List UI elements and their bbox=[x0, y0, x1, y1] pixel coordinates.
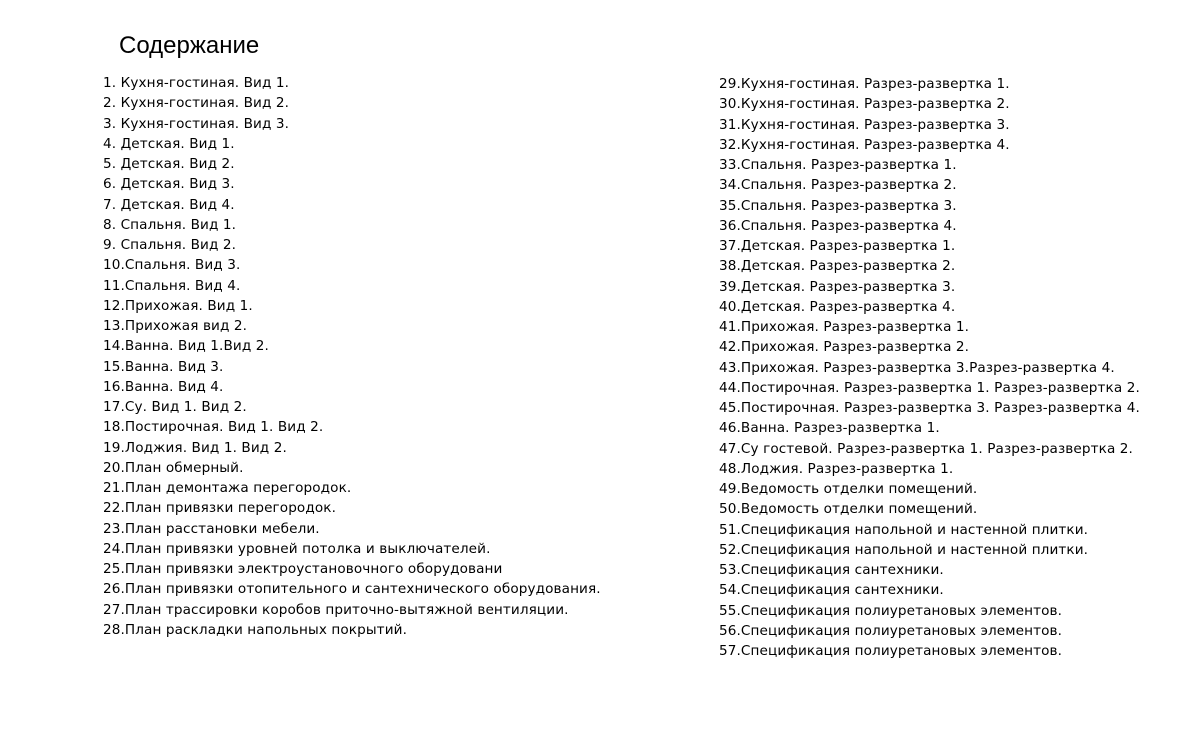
contents-item: 22.План привязки перегородок. bbox=[103, 500, 336, 517]
contents-item: 12.Прихожая. Вид 1. bbox=[103, 297, 253, 314]
contents-item: 55.Спецификация полиуретановых элементов. bbox=[719, 602, 1063, 619]
contents-item: 20.План обмерный. bbox=[103, 459, 244, 476]
contents-item: 38.Детская. Разрез-развертка 2. bbox=[719, 258, 956, 275]
contents-item: 50.Ведомость отделки помещений. bbox=[719, 501, 978, 518]
contents-item: 35.Спальня. Разрез-развертка 3. bbox=[719, 197, 957, 214]
contents-item: 37.Детская. Разрез-развертка 1. bbox=[719, 238, 956, 254]
contents-item: 43.Прихожая. Разрез-развертка 3.Разрез-развертка 4. bbox=[719, 359, 1115, 376]
contents-item: 51.Спецификация напольной и настенной плитки. bbox=[719, 521, 1089, 538]
contents-item: 41.Прихожая. Разрез-развертка 1. bbox=[719, 319, 970, 335]
contents-item: 56.Спецификация полиуретановых элементов. bbox=[719, 622, 1063, 639]
contents-item: 47.Су гостевой. Разрез-развертка 1. Разрез-развертка 2. bbox=[719, 440, 1133, 457]
contents-item: 4. Детская. Вид 1. bbox=[103, 135, 235, 152]
contents-item: 24.План привязки уровней потолка и выключателей. bbox=[103, 540, 491, 557]
contents-item: 28.План раскладки напольных покрытий. bbox=[103, 621, 407, 638]
contents-item: 3. Кухня-гостиная. Вид 3. bbox=[103, 115, 290, 132]
contents-item: 19.Лоджия. Вид 1. Вид 2. bbox=[103, 439, 287, 456]
contents-item: 1. Кухня-гостиная. Вид 1. bbox=[103, 75, 290, 91]
contents-item: 25.План привязки электроустановочного оборудовани bbox=[103, 561, 503, 577]
contents-item: 57.Спецификация полиуретановых элементов. bbox=[719, 643, 1063, 659]
contents-item: 33.Спальня. Разрез-развертка 1. bbox=[719, 157, 957, 173]
contents-item: 52.Спецификация напольной и настенной плитки. bbox=[719, 541, 1089, 558]
contents-item: 26.План привязки отопительного и сантехнического оборудования. bbox=[103, 581, 601, 598]
contents-item: 40.Детская. Разрез-развертка 4. bbox=[719, 298, 956, 315]
contents-item: 17.Су. Вид 1. Вид 2. bbox=[103, 399, 247, 415]
contents-item: 23.План расстановки мебели. bbox=[103, 520, 320, 537]
contents-item: 11.Спальня. Вид 4. bbox=[103, 277, 241, 294]
contents-item: 32.Кухня-гостиная. Разрез-развертка 4. bbox=[719, 136, 1010, 153]
contents-item: 46.Ванна. Разрез-развертка 1. bbox=[719, 420, 940, 437]
contents-list-left bbox=[103, 73, 601, 640]
contents-item: 14.Ванна. Вид 1.Вид 2. bbox=[103, 338, 269, 355]
contents-item: 53.Спецификация сантехники. bbox=[719, 562, 944, 578]
contents-list-right bbox=[719, 74, 1140, 661]
contents-item: 48.Лоджия. Разрез-развертка 1. bbox=[719, 460, 954, 477]
contents-item: 21.План демонтажа перегородок. bbox=[103, 480, 352, 496]
contents-item: 39.Детская. Разрез-развертка 3. bbox=[719, 278, 956, 295]
contents-item: 54.Спецификация сантехники. bbox=[719, 582, 944, 599]
contents-item: 15.Ванна. Вид 3. bbox=[103, 358, 224, 375]
contents-item: 10.Спальня. Вид 3. bbox=[103, 257, 241, 274]
contents-item: 27.План трассировки коробов приточно-вытяжной вентиляции. bbox=[103, 601, 569, 618]
contents-item: 7. Детская. Вид 4. bbox=[103, 196, 235, 213]
contents-item: 2. Кухня-гостиная. Вид 2. bbox=[103, 95, 290, 112]
page-title: Содержание bbox=[119, 32, 260, 59]
contents-item: 31.Кухня-гостиная. Разрез-развертка 3. bbox=[719, 116, 1010, 133]
contents-item: 5. Детская. Вид 2. bbox=[103, 156, 235, 172]
contents-item: 16.Ванна. Вид 4. bbox=[103, 378, 224, 395]
contents-item: 36.Спальня. Разрез-развертка 4. bbox=[719, 217, 957, 234]
contents-item: 9. Спальня. Вид 2. bbox=[103, 237, 237, 253]
contents-item: 45.Постирочная. Разрез-развертка 3. Разрез-развертка 4. bbox=[719, 400, 1140, 416]
contents-item: 29.Кухня-гостиная. Разрез-развертка 1. bbox=[719, 76, 1010, 92]
contents-item: 8. Спальня. Вид 1. bbox=[103, 216, 237, 233]
contents-item: 6. Детская. Вид 3. bbox=[103, 176, 235, 193]
contents-item: 18.Постирочная. Вид 1. Вид 2. bbox=[103, 419, 324, 436]
contents-item: 34.Спальня. Разрез-развертка 2. bbox=[719, 177, 957, 194]
contents-item: 42.Прихожая. Разрез-развертка 2. bbox=[719, 339, 970, 356]
contents-item: 44.Постирочная. Разрез-развертка 1. Разрез-развертка 2. bbox=[719, 379, 1140, 396]
contents-item: 13.Прихожая вид 2. bbox=[103, 318, 248, 334]
contents-item: 49.Ведомость отделки помещений. bbox=[719, 481, 978, 497]
contents-item: 30.Кухня-гостиная. Разрез-развертка 2. bbox=[719, 96, 1010, 113]
